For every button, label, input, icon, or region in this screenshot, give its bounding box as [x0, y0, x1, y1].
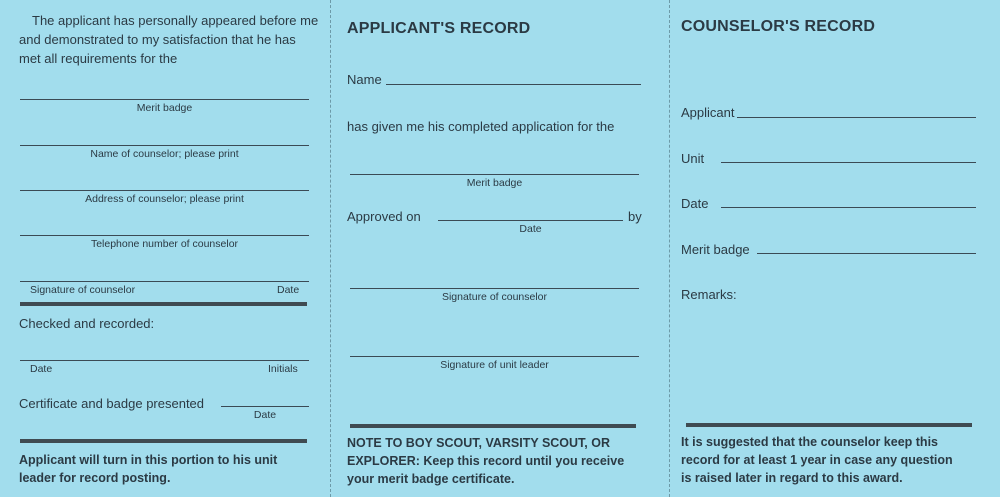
- counselor-phone-caption: Telephone number of counselor: [90, 238, 239, 250]
- middle-footer-line-3: your merit badge certificate.: [347, 472, 515, 486]
- counselor-address-line[interactable]: [20, 190, 309, 191]
- by-label: by: [628, 209, 642, 224]
- certificate-date-line[interactable]: [221, 406, 309, 407]
- approved-date-caption: Date: [519, 223, 542, 235]
- right-footer-line-1: It is suggested that the counselor keep this: [681, 435, 938, 449]
- counselor-name-line[interactable]: [20, 145, 309, 146]
- name-label: Name: [347, 72, 382, 87]
- merit-badge-line[interactable]: [20, 99, 309, 100]
- applicant-label: Applicant: [681, 105, 735, 120]
- remarks-label: Remarks:: [681, 287, 737, 302]
- checked-recorded-label: Checked and recorded:: [19, 316, 155, 331]
- merit-badge-caption: Merit badge: [136, 102, 193, 114]
- counselor-signature-line[interactable]: [20, 281, 309, 282]
- perforation-right: [669, 0, 670, 497]
- signature-caption: Signature of counselor: [30, 284, 136, 296]
- approved-date-line[interactable]: [438, 220, 623, 221]
- date-line[interactable]: [721, 207, 976, 208]
- initials-caption: Initials: [268, 363, 298, 375]
- middle-counselor-signature-line[interactable]: [350, 288, 639, 289]
- approved-on-label: Approved on: [347, 209, 421, 224]
- unit-label: Unit: [681, 151, 705, 166]
- right-footer-line-2: record for at least 1 year in case any question: [681, 453, 953, 467]
- left-divider-bar-2: [20, 439, 307, 443]
- middle-footer-line-1: NOTE TO BOY SCOUT, VARSITY SCOUT, OR: [347, 436, 611, 450]
- certificate-date-caption: Date: [253, 409, 277, 421]
- perforation-left: [330, 0, 331, 497]
- date-label: Date: [681, 196, 709, 211]
- right-divider-bar: [686, 423, 972, 427]
- intro-line-3: met all requirements for the: [19, 51, 178, 66]
- checked-date-caption: Date: [30, 363, 53, 375]
- left-footer-line-1: Applicant will turn in this portion to his unit: [19, 453, 278, 467]
- counselor-address-caption: Address of counselor; please print: [85, 193, 244, 205]
- middle-counselor-signature-caption: Signature of counselor: [441, 291, 548, 303]
- intro-line-1: The applicant has personally appeared before me: [32, 13, 319, 28]
- applicants-record-title: APPLICANT'S RECORD: [347, 20, 531, 37]
- counselors-record-title: COUNSELOR'S RECORD: [681, 18, 876, 35]
- middle-merit-badge-caption: Merit badge: [466, 177, 523, 189]
- counselor-name-caption: Name of counselor; please print: [90, 148, 239, 160]
- certificate-label: Certificate and badge presented: [19, 396, 205, 411]
- left-divider-bar-1: [20, 302, 307, 306]
- unit-leader-signature-caption: Signature of unit leader: [440, 359, 549, 371]
- checked-recorded-line[interactable]: [20, 360, 309, 361]
- counselor-phone-line[interactable]: [20, 235, 309, 236]
- given-application-text: has given me his completed application for the: [347, 119, 615, 134]
- name-line[interactable]: [386, 84, 641, 85]
- left-footer-line-2: leader for record posting.: [19, 471, 171, 485]
- intro-line-2: and demonstrated to my satisfaction that he has: [19, 32, 296, 47]
- right-merit-badge-label: Merit badge: [681, 242, 750, 257]
- middle-merit-badge-line[interactable]: [350, 174, 639, 175]
- signature-date-caption: Date: [277, 284, 300, 296]
- right-merit-badge-line[interactable]: [757, 253, 976, 254]
- unit-line[interactable]: [721, 162, 976, 163]
- middle-divider-bar: [350, 424, 636, 428]
- right-footer-line-3: is raised later in regard to this award.: [681, 471, 903, 485]
- unit-leader-signature-line[interactable]: [350, 356, 639, 357]
- applicant-line[interactable]: [737, 117, 976, 118]
- middle-footer-line-2: EXPLORER: Keep this record until you receive: [347, 454, 625, 468]
